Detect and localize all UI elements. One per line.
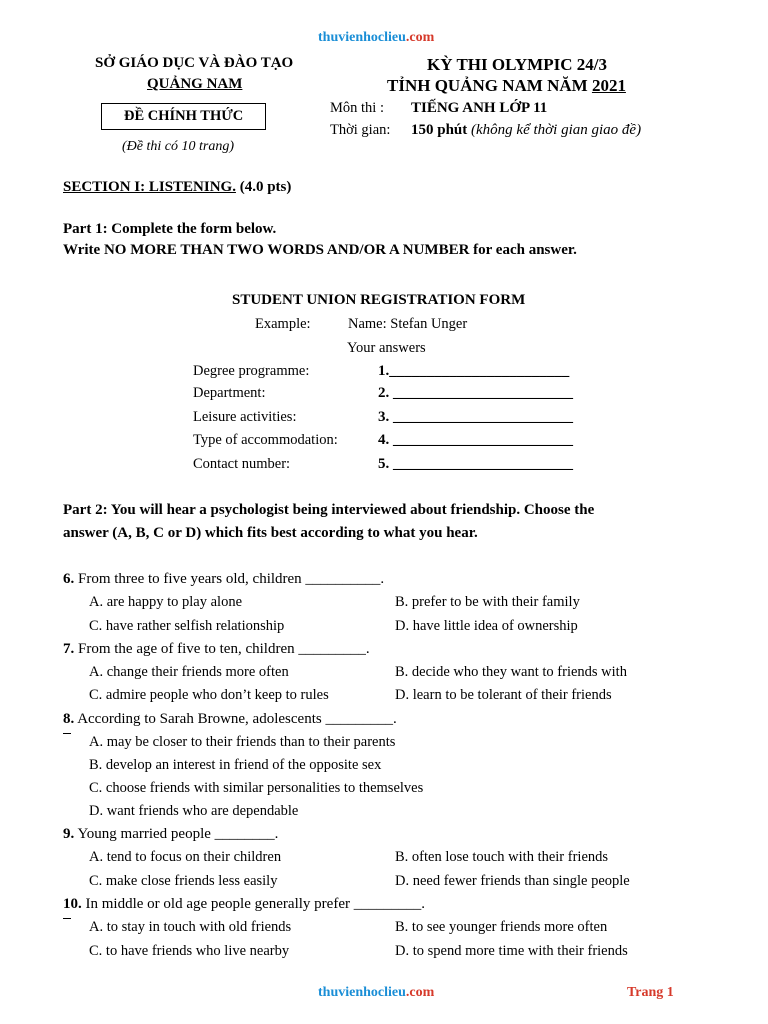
- field-label: Type of accommodation:: [193, 432, 338, 448]
- exam-subtitle: TỈNH QUẢNG NAM NĂM 2021: [387, 76, 626, 95]
- option-10c[interactable]: C. to have friends who live nearby: [89, 943, 290, 959]
- question-8: 8. According to Sarah Browne, adolescents _________.: [63, 711, 397, 727]
- question-7: 7. From the age of five to ten, children _________.: [63, 641, 370, 657]
- option-10d[interactable]: D. to spend more time with their friends: [395, 943, 628, 959]
- margin-mark: [63, 733, 71, 734]
- org-name: SỞ GIÁO DỤC VÀ ĐÀO TẠO: [95, 55, 294, 71]
- page-number: Trang 1: [627, 985, 674, 1000]
- site-watermark-bottom: thuvienhoclieu.com: [318, 985, 435, 1000]
- option-10b[interactable]: B. to see younger friends more often: [395, 919, 608, 935]
- option-6a[interactable]: A. are happy to play alone: [89, 594, 243, 610]
- option-9b[interactable]: B. often lose touch with their friends: [395, 849, 609, 865]
- option-8a[interactable]: A. may be closer to their friends than to their parents: [89, 734, 396, 750]
- field-answer-5[interactable]: 5. ________________________: [378, 456, 573, 472]
- part2-heading: Part 2: You will hear a psychologist being interviewed about friendship. Choose the: [63, 502, 595, 518]
- part2-instruction: answer (A, B, C or D) which fits best according to what you hear.: [63, 525, 478, 541]
- field-label: Department:: [193, 385, 266, 401]
- pages-note: (Đề thi có 10 trang): [122, 139, 234, 154]
- option-7d[interactable]: D. learn to be tolerant of their friends: [395, 687, 612, 703]
- official-label: ĐỀ CHÍNH THỨC: [101, 103, 266, 130]
- part1-instruction: Write NO MORE THAN TWO WORDS AND/OR A NUMBER for each answer.: [63, 242, 577, 258]
- time-label: Thời gian:: [330, 122, 391, 138]
- option-9c[interactable]: C. make close friends less easily: [89, 873, 278, 889]
- example-label: Example:: [255, 316, 311, 332]
- option-9d[interactable]: D. need fewer friends than single people: [395, 873, 630, 889]
- field-label: Contact number:: [193, 456, 291, 472]
- exam-title: KỲ THI OLYMPIC 24/3: [427, 55, 607, 74]
- option-8b[interactable]: B. develop an interest in friend of the opposite sex: [89, 757, 382, 773]
- field-answer-4[interactable]: 4. ________________________: [378, 432, 573, 448]
- question-6: 6. From three to five years old, children __________.: [63, 571, 385, 587]
- option-6d[interactable]: D. have little idea of ownership: [395, 618, 578, 634]
- option-10a[interactable]: A. to stay in touch with old friends: [89, 919, 292, 935]
- question-9: 9. Young married people ________.: [63, 826, 279, 842]
- option-8c[interactable]: C. choose friends with similar personalities to themselves: [89, 780, 424, 796]
- org-province: QUẢNG NAM: [147, 76, 243, 92]
- option-6c[interactable]: C. have rather selfish relationship: [89, 618, 285, 634]
- form-title: STUDENT UNION REGISTRATION FORM: [232, 292, 526, 308]
- part1-heading: Part 1: Complete the form below.: [63, 221, 277, 237]
- field-label: Leisure activities:: [193, 409, 297, 425]
- field-label: Degree programme:: [193, 363, 310, 379]
- example-value: Name: Stefan Unger: [348, 316, 468, 332]
- section-title: SECTION I: LISTENING. (4.0 pts): [63, 179, 292, 195]
- margin-mark: [63, 918, 71, 919]
- option-6b[interactable]: B. prefer to be with their family: [395, 594, 580, 610]
- time-row: 150 phút (không kể thời gian giao đề): [411, 122, 642, 138]
- field-answer-1[interactable]: 1.________________________: [378, 363, 570, 379]
- field-answer-2[interactable]: 2. ________________________: [378, 385, 573, 401]
- subject-label: Môn thi :: [330, 100, 384, 116]
- option-9a[interactable]: A. tend to focus on their children: [89, 849, 282, 865]
- option-7b[interactable]: B. decide who they want to friends with: [395, 664, 627, 680]
- option-8d[interactable]: D. want friends who are dependable: [89, 803, 299, 819]
- field-answer-3[interactable]: 3. ________________________: [378, 409, 573, 425]
- option-7c[interactable]: C. admire people who don’t keep to rules: [89, 687, 329, 703]
- question-10: 10. In middle or old age people generally prefer _________.: [63, 896, 425, 912]
- option-7a[interactable]: A. change their friends more often: [89, 664, 289, 680]
- subject-value: TIẾNG ANH LỚP 11: [411, 100, 548, 116]
- site-watermark-top: thuvienhoclieu.com: [318, 30, 435, 45]
- your-answers-label: Your answers: [347, 340, 426, 356]
